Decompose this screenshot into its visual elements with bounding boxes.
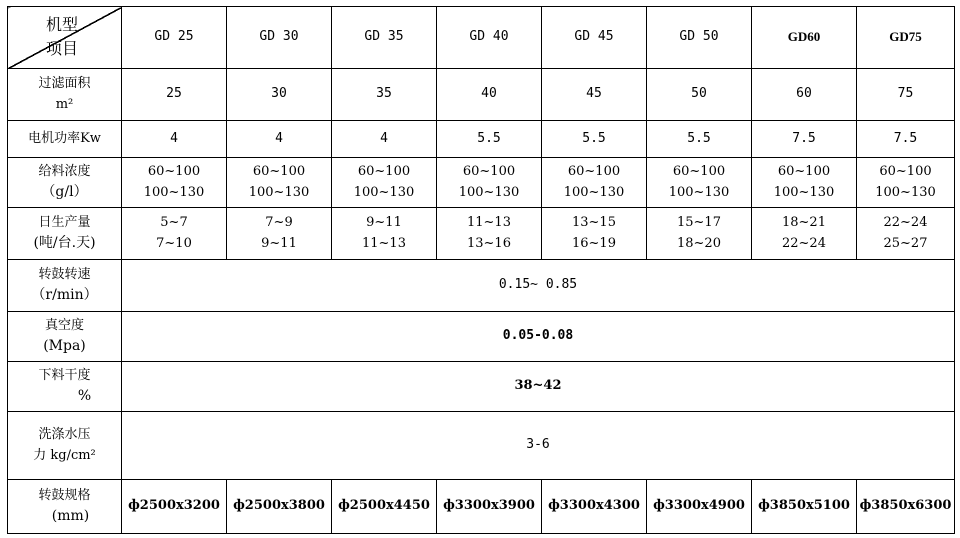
row-filter-area xyxy=(8,69,955,121)
row-label-unit: % xyxy=(77,387,92,404)
cell: ф2500x3200 xyxy=(122,480,227,534)
cell: 4 xyxy=(332,121,437,158)
row-label-unit: m² xyxy=(55,96,74,112)
model-header: GD 30 xyxy=(227,7,332,69)
cell: 30 xyxy=(227,69,332,121)
row-label-line: 日生产量 xyxy=(38,214,91,230)
row-label-line: 洗涤水压 xyxy=(38,427,91,443)
cell: 60~100 100~130 xyxy=(542,158,647,208)
row-label-unit: (mm) xyxy=(51,507,90,524)
cell: 5.5 xyxy=(437,121,542,158)
row-label-line: 下料干度 xyxy=(38,367,91,383)
row-drum-spec xyxy=(8,480,955,534)
row-label-line: 过滤面积 xyxy=(38,76,91,92)
cell: 45 xyxy=(542,69,647,121)
cell: ф2500x3800 xyxy=(227,480,332,534)
row-motor-power xyxy=(8,121,955,158)
row-label-unit: （g/l） xyxy=(41,183,88,200)
cell: 25 xyxy=(122,69,227,121)
row-label-line: 转鼓规格 xyxy=(38,487,91,503)
row-label-unit: 力 kg/cm² xyxy=(33,447,96,463)
cell: 5.5 xyxy=(542,121,647,158)
row-label xyxy=(8,208,122,260)
cell: ф2500x4450 xyxy=(332,480,437,534)
cell: ф3850x6300 xyxy=(857,480,955,534)
corner-item-label: 项目 xyxy=(46,39,79,58)
row-label-line: 转鼓转速 xyxy=(38,266,91,282)
cell: 35 xyxy=(332,69,437,121)
row-label-unit: (Mpa) xyxy=(43,337,86,354)
model-header: GD 35 xyxy=(332,7,437,69)
row-drum-speed xyxy=(8,260,955,312)
row-label xyxy=(8,69,122,121)
cell: 9~11 11~13 xyxy=(332,208,437,260)
model-header: GD 50 xyxy=(647,7,752,69)
spec-table xyxy=(7,6,955,534)
row-discharge-dryness xyxy=(8,362,955,412)
row-label-unit: (吨/台.天) xyxy=(33,234,96,251)
row-label-unit: （r/min） xyxy=(31,286,98,303)
cell: 4 xyxy=(122,121,227,158)
cell: ф3300x4900 xyxy=(647,480,752,534)
row-label xyxy=(8,480,122,534)
cell: 15~17 18~20 xyxy=(647,208,752,260)
cell: 11~13 13~16 xyxy=(437,208,542,260)
cell: 60~100 100~130 xyxy=(227,158,332,208)
cell: 60~100 100~130 xyxy=(122,158,227,208)
cell: ф3850x5100 xyxy=(752,480,857,534)
cell: 5~7 7~10 xyxy=(122,208,227,260)
row-label-line: 给料浓度 xyxy=(38,163,91,179)
cell: 13~15 16~19 xyxy=(542,208,647,260)
merged-cell: 38~42 xyxy=(122,362,955,412)
model-header: GD60 xyxy=(752,7,857,69)
cell: 4 xyxy=(227,121,332,158)
row-label-line: 真空度 xyxy=(44,317,84,333)
model-header: GD 40 xyxy=(437,7,542,69)
header-row xyxy=(8,7,955,69)
corner-cell xyxy=(8,7,122,69)
cell: 75 xyxy=(857,69,955,121)
cell: 60~100 100~130 xyxy=(437,158,542,208)
cell: 7.5 xyxy=(752,121,857,158)
row-vacuum xyxy=(8,312,955,362)
row-label xyxy=(8,412,122,480)
row-label xyxy=(8,158,122,208)
row-label xyxy=(8,362,122,412)
cell: 7~9 9~11 xyxy=(227,208,332,260)
model-header: GD 45 xyxy=(542,7,647,69)
row-daily-output xyxy=(8,208,955,260)
merged-cell: 0.15~ 0.85 xyxy=(122,260,955,312)
cell: 18~21 22~24 xyxy=(752,208,857,260)
cell: 50 xyxy=(647,69,752,121)
merged-cell: 3-6 xyxy=(122,412,955,480)
cell: ф3300x4300 xyxy=(542,480,647,534)
cell: 60~100 100~130 xyxy=(647,158,752,208)
row-feed-concentration xyxy=(8,158,955,208)
cell: 60 xyxy=(752,69,857,121)
cell: 60~100 100~130 xyxy=(752,158,857,208)
cell: 60~100 100~130 xyxy=(857,158,955,208)
model-header: GD 25 xyxy=(122,7,227,69)
cell: 22~24 25~27 xyxy=(857,208,955,260)
row-label xyxy=(8,260,122,312)
merged-cell: 0.05-0.08 xyxy=(122,312,955,362)
corner-model-label: 机型 xyxy=(46,15,79,34)
row-label xyxy=(8,312,122,362)
cell: 7.5 xyxy=(857,121,955,158)
row-label: 电机功率Kw xyxy=(8,121,122,158)
cell: ф3300x3900 xyxy=(437,480,542,534)
model-header: GD75 xyxy=(857,7,955,69)
cell: 5.5 xyxy=(647,121,752,158)
cell: 60~100 100~130 xyxy=(332,158,437,208)
cell: 40 xyxy=(437,69,542,121)
row-wash-pressure xyxy=(8,412,955,480)
